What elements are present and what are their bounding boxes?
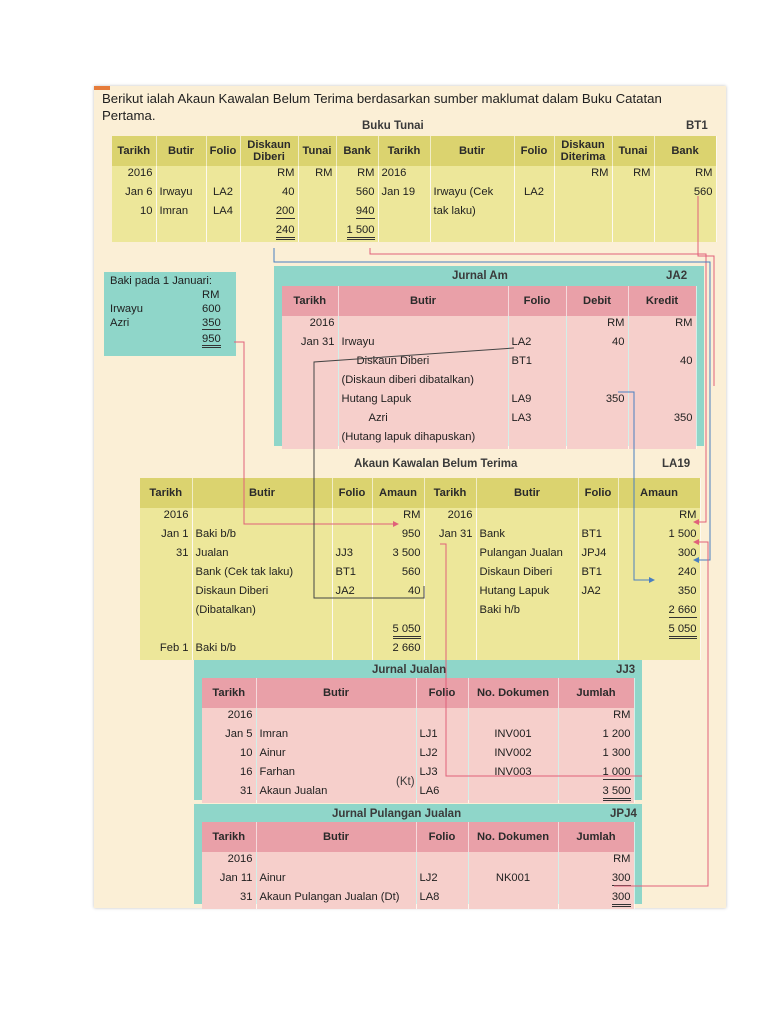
jurnal-pulangan-cell-text: NK001	[495, 872, 531, 884]
buku-tunai-cell-text: RM	[277, 167, 295, 179]
jurnal-pulangan-cell-text: 300	[612, 890, 631, 907]
jurnal-jualan-header: No. Dokumen	[468, 678, 558, 708]
jurnal-jualan-cell-text: Farhan	[259, 766, 295, 778]
buku-tunai-cell-text: Jan 19	[381, 186, 416, 198]
jurnal-pulangan-header: Jumlah	[558, 822, 634, 852]
jurnal-jualan-cell-text: 2016	[227, 709, 253, 721]
buku-tunai-cell-text: Irwayu	[159, 186, 193, 198]
akaun-kawalan-cell-text: Hutang Lapuk	[479, 585, 550, 597]
buku-tunai-header: Tunai	[298, 136, 336, 166]
jurnal-am-cell-text: BT1	[511, 355, 533, 367]
akaun-kawalan-cell-text: 5 050	[393, 622, 421, 639]
buku-tunai-cell-text: 240	[276, 223, 295, 240]
buku-tunai-cell-text: RM	[315, 167, 333, 179]
akaun-kawalan-cell-text: Bank (Cek tak laku)	[195, 566, 294, 578]
connector-hutang	[618, 392, 654, 580]
buku-tunai-title: Buku Tunai	[362, 120, 424, 132]
buku-tunai-header: Tarikh	[112, 136, 156, 166]
akaun-kawalan-cell-text: 950	[401, 528, 421, 540]
akaun-kawalan-cell-text: 3 500	[392, 547, 421, 559]
akaun-kawalan-cell-text: Baki h/b	[479, 604, 520, 616]
connector-jualan	[440, 544, 642, 776]
buku-tunai-cell-text: Jan 6	[125, 186, 153, 198]
buku-tunai-header: Bank	[654, 136, 716, 166]
jurnal-pulangan-title: Jurnal Pulangan Jualan	[332, 808, 462, 820]
baki-name-azri: Azri	[110, 317, 130, 329]
jurnal-jualan-cell-text: Akaun Jualan	[259, 785, 328, 797]
akaun-kawalan-cell-text: 40	[408, 585, 421, 597]
akaun-kawalan-header: Butir	[192, 478, 332, 508]
jurnal-am-header: Butir	[338, 286, 508, 316]
connector-diskaun-total	[274, 248, 710, 560]
baki-title: Baki pada 1 Januari:	[110, 275, 212, 287]
akaun-kawalan-cell-text: 240	[677, 566, 697, 578]
jurnal-am-cell-text: 40	[612, 336, 625, 348]
jurnal-pulangan-header: No. Dokumen	[468, 822, 558, 852]
jurnal-jualan-cell-text: INV001	[494, 728, 532, 740]
akaun-kawalan-cell-text: Baki b/b	[195, 528, 236, 540]
buku-tunai-header: Diskaun Diberi	[240, 136, 298, 166]
jurnal-jualan-code: JJ3	[616, 664, 636, 676]
akaun-kawalan-cell-text: Diskaun Diberi	[479, 566, 553, 578]
jurnal-pulangan-cell-text: 2016	[227, 853, 253, 865]
jurnal-jualan-kt: (Kt)	[396, 776, 415, 788]
jurnal-jualan-cell-text: LJ3	[419, 766, 438, 778]
akaun-kawalan-header: Tarikh	[140, 478, 192, 508]
jurnal-jualan-header: Folio	[416, 678, 468, 708]
jurnal-am-cell-text: (Diskaun diberi dibatalkan)	[341, 374, 474, 386]
jurnal-jualan-cell-text: 31	[240, 785, 253, 797]
jurnal-jualan-header: Tarikh	[202, 678, 256, 708]
buku-tunai-cell-text: 560	[355, 186, 375, 198]
jurnal-am-header: Debit	[566, 286, 628, 316]
akaun-kawalan-cell-text: 2 660	[668, 604, 697, 616]
jurnal-am-cell-text: RM	[675, 317, 693, 329]
jurnal-jualan-cell-text: 1 300	[602, 747, 631, 759]
akaun-kawalan-cell-text: Bank	[479, 528, 505, 540]
jurnal-jualan-cell-text: INV003	[494, 766, 532, 778]
akaun-kawalan-cell-text: 2016	[447, 509, 473, 521]
buku-tunai-cell-text: Irwayu (Cek	[433, 186, 494, 198]
akaun-kawalan-cell-text: Jan 31	[438, 528, 473, 540]
jurnal-am-cell-text: Hutang Lapuk	[341, 393, 412, 405]
akaun-kawalan-cell-text: 31	[176, 547, 189, 559]
baki-value-irwayu: 600	[202, 303, 221, 315]
buku-tunai-header: Tunai	[612, 136, 654, 166]
akaun-kawalan-cell-text: (Dibatalkan)	[195, 604, 256, 616]
jurnal-am-cell-text: LA2	[511, 336, 532, 348]
jurnal-jualan-header: Butir	[256, 678, 416, 708]
akaun-kawalan-cell-text: JPJ4	[581, 547, 607, 559]
buku-tunai-header: Folio	[514, 136, 554, 166]
baki-total: 950	[202, 333, 221, 348]
jurnal-jualan-cell-text: INV002	[494, 747, 532, 759]
jurnal-am-cell-text: RM	[607, 317, 625, 329]
buku-tunai-header: Butir	[430, 136, 514, 166]
akaun-kawalan-cell-text: BT1	[581, 566, 603, 578]
akaun-kawalan-header: Amaun	[618, 478, 700, 508]
jurnal-jualan-cell-text: 10	[240, 747, 253, 759]
akaun-kawalan-cell-text: Feb 1	[159, 642, 189, 654]
jurnal-pulangan-cell-text: Akaun Pulangan Jualan (Dt)	[259, 891, 400, 903]
jurnal-pulangan-cell-text: Ainur	[259, 872, 286, 884]
jurnal-pulangan-header: Butir	[256, 822, 416, 852]
jurnal-am-cell-text: 350	[605, 393, 625, 405]
akaun-kawalan-header: Butir	[476, 478, 578, 508]
jurnal-jualan-cell-text: Ainur	[259, 747, 286, 759]
akaun-kawalan-cell-text: Baki b/b	[195, 642, 236, 654]
jurnal-am-code: JA2	[666, 270, 688, 282]
jurnal-pulangan-header: Folio	[416, 822, 468, 852]
jurnal-jualan-cell-text: 1 000	[602, 766, 631, 778]
connector-diskaun-ja	[314, 348, 514, 598]
jurnal-pulangan-cell-text: Jan 11	[219, 872, 253, 884]
jurnal-jualan-cell-text: Jan 5	[225, 728, 253, 740]
jurnal-jualan-cell-text: 3 500	[603, 784, 631, 801]
akaun-kawalan-cell-text: Jan 1	[161, 528, 189, 540]
buku-tunai-header: Folio	[206, 136, 240, 166]
baki-currency: RM	[202, 289, 220, 301]
buku-tunai-cell-text: 200	[275, 205, 295, 217]
jurnal-pulangan-cell-text: LJ2	[419, 872, 438, 884]
jurnal-am-cell-text: LA9	[511, 393, 532, 405]
jurnal-am-cell-text: 350	[673, 412, 693, 424]
jurnal-jualan-cell-text: 16	[240, 766, 253, 778]
akaun-kawalan-code: LA19	[662, 458, 691, 470]
buku-tunai-cell-text: 1 500	[347, 223, 375, 240]
intro-text: Berikut ialah Akaun Kawalan Belum Terima berdasarkan sumber maklumat dalam Buku Catatan Pertama.	[102, 91, 662, 123]
jurnal-am-cell-text: Diskaun Diberi	[356, 355, 430, 367]
buku-tunai-cell-text: Imran	[159, 205, 189, 217]
akaun-kawalan-cell-text: BT1	[335, 566, 357, 578]
akaun-kawalan-cell-text: Pulangan Jualan	[479, 547, 563, 559]
akaun-kawalan-cell-text: JJ3	[335, 547, 353, 559]
buku-tunai-cell-text: LA2	[524, 186, 544, 198]
akaun-kawalan-cell-text: 2016	[163, 509, 189, 521]
jurnal-jualan-title: Jurnal Jualan	[372, 664, 447, 676]
akaun-kawalan-cell-text: 300	[677, 547, 697, 559]
akaun-kawalan-header: Tarikh	[424, 478, 476, 508]
jurnal-pulangan-cell-text: 300	[611, 872, 631, 884]
buku-tunai-cell-text: 40	[282, 186, 295, 198]
jurnal-jualan-header: Jumlah	[558, 678, 634, 708]
jurnal-am-cell-text: Jan 31	[300, 336, 335, 348]
jurnal-jualan-cell-text: 1 200	[602, 728, 631, 740]
akaun-kawalan-cell-text: 5 050	[669, 622, 697, 639]
akaun-kawalan-cell-text: JA2	[335, 585, 355, 597]
buku-tunai-header: Diskaun Diterima	[554, 136, 612, 166]
akaun-kawalan-cell-text: RM	[403, 509, 421, 521]
akaun-kawalan-cell-text: 2 660	[392, 642, 421, 654]
baki-name-irwayu: Irwayu	[110, 303, 143, 315]
jurnal-jualan-cell-text: RM	[613, 709, 631, 721]
buku-tunai-cell-text: 2016	[381, 167, 407, 179]
buku-tunai-cell-text: RM	[357, 167, 375, 179]
buku-tunai-cell-text: 560	[693, 186, 713, 198]
buku-tunai-cell-text: RM	[633, 167, 651, 179]
akaun-kawalan-cell-text: 560	[401, 566, 421, 578]
jurnal-am-header: Kredit	[628, 286, 696, 316]
akaun-kawalan-cell-text: Jualan	[195, 547, 229, 559]
buku-tunai-cell-text: 10	[140, 205, 153, 217]
jurnal-jualan-cell-text: Imran	[259, 728, 289, 740]
jurnal-pulangan-cell-text: RM	[613, 853, 631, 865]
connector-bank-total	[370, 248, 706, 522]
jurnal-am-header: Folio	[508, 286, 566, 316]
baki-value-azri: 350	[202, 317, 221, 329]
akaun-kawalan-cell-text: RM	[679, 509, 697, 521]
akaun-kawalan-cell-text: 1 500	[668, 528, 697, 540]
jurnal-pulangan-header: Tarikh	[202, 822, 256, 852]
akaun-kawalan-title: Akaun Kawalan Belum Terima	[354, 458, 518, 470]
jurnal-am-header: Tarikh	[282, 286, 338, 316]
connector-arrows	[94, 86, 726, 908]
buku-tunai-cell-text: RM	[695, 167, 713, 179]
buku-tunai-header: Tarikh	[378, 136, 430, 166]
jurnal-am-title: Jurnal Am	[452, 270, 508, 282]
akaun-kawalan-cell-text: JA2	[581, 585, 601, 597]
buku-tunai-cell-text: LA2	[213, 186, 233, 198]
buku-tunai-code: BT1	[686, 120, 708, 132]
jurnal-pulangan-code: JPJ4	[610, 808, 637, 820]
jurnal-jualan-cell-text: LJ1	[419, 728, 438, 740]
jurnal-am-cell-text: (Hutang lapuk dihapuskan)	[341, 431, 476, 443]
connector-baki	[234, 342, 398, 524]
buku-tunai-cell-text: RM	[591, 167, 609, 179]
buku-tunai-cell-text: 940	[355, 205, 375, 217]
akaun-kawalan-cell-text: 350	[677, 585, 697, 597]
buku-tunai-header: Butir	[156, 136, 206, 166]
buku-tunai-cell-text: tak laku)	[433, 205, 476, 217]
akaun-kawalan-header: Folio	[578, 478, 618, 508]
connector-pulangan	[611, 542, 708, 886]
jurnal-am-cell-text: LA3	[511, 412, 532, 424]
jurnal-pulangan-cell-text: LA8	[419, 891, 440, 903]
buku-tunai-cell-text: LA4	[213, 205, 233, 217]
jurnal-jualan-cell-text: LJ2	[419, 747, 438, 759]
akaun-kawalan-cell-text: BT1	[581, 528, 603, 540]
jurnal-am-cell-text: Azri	[368, 412, 388, 424]
akaun-kawalan-header: Amaun	[372, 478, 424, 508]
jurnal-am-cell-text: Irwayu	[341, 336, 375, 348]
jurnal-am-cell-text: 2016	[309, 317, 335, 329]
textbook-page	[94, 86, 726, 908]
jurnal-pulangan-cell-text: 31	[240, 891, 253, 903]
akaun-kawalan-header: Folio	[332, 478, 372, 508]
jurnal-jualan-cell-text: LA6	[419, 785, 440, 797]
buku-tunai-header: Bank	[336, 136, 378, 166]
buku-tunai-cell-text: 2016	[127, 167, 153, 179]
akaun-kawalan-cell-text: Diskaun Diberi	[195, 585, 269, 597]
jurnal-am-cell-text: 40	[680, 355, 693, 367]
